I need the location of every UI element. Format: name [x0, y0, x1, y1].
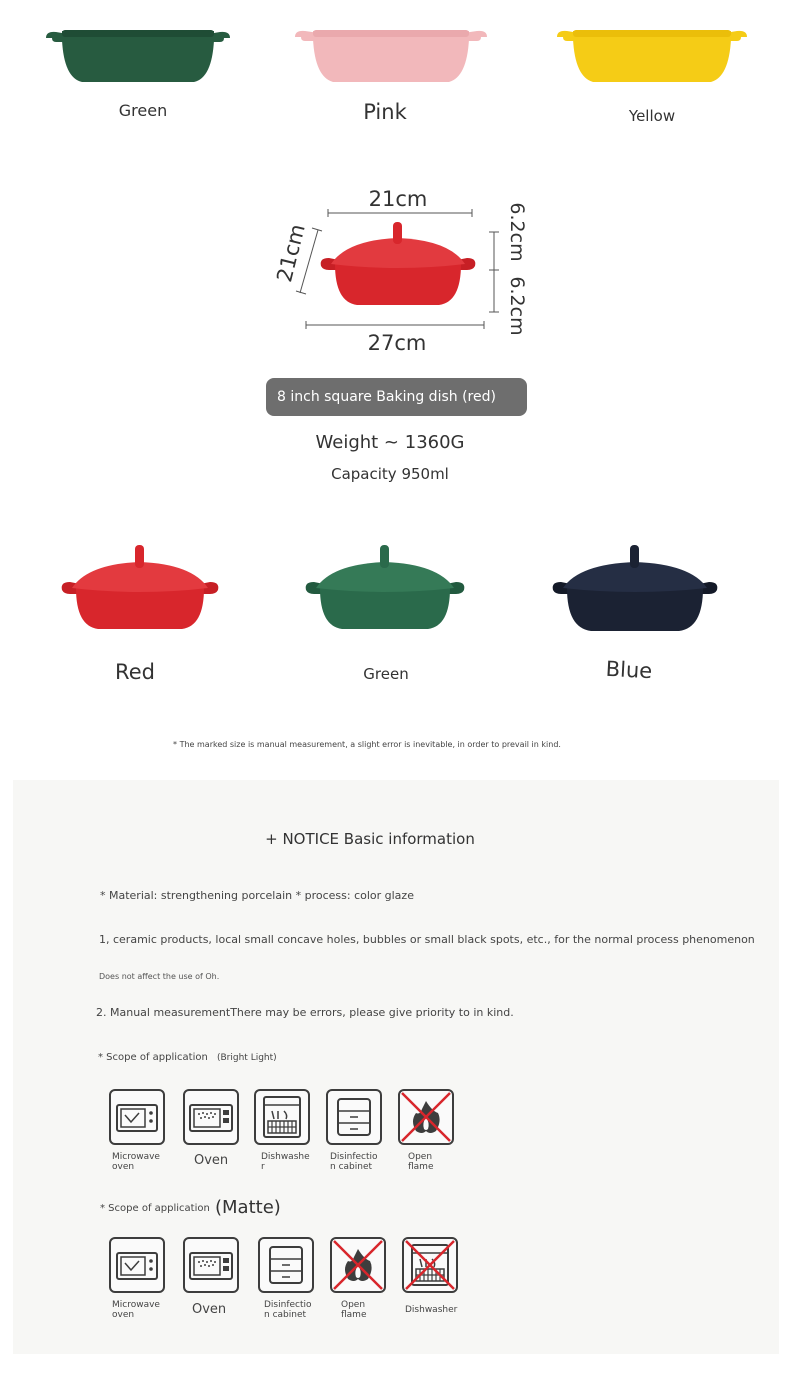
dim-top-width: 21cm — [368, 187, 428, 211]
dim-height-lower: 6.2cm — [506, 276, 528, 336]
notice-line-1: 1, ceramic products, local small concave holes, bubbles or small black spots, etc., for the normal process phenomenon — [99, 933, 755, 946]
oven-caption: Oven — [194, 1153, 229, 1168]
green-label: Green — [118, 101, 168, 120]
open-flame-icon — [398, 1089, 454, 1145]
oven-icon — [183, 1089, 239, 1145]
green-dish-image — [44, 26, 232, 88]
scope-matte-suffix: (Matte) — [215, 1197, 281, 1218]
dishwasher-icon — [254, 1089, 310, 1145]
open-flame-caption: Open flame — [341, 1300, 367, 1320]
blue-lidded-dish-image — [549, 542, 721, 636]
size-disclaimer: * The marked size is manual measurement, a slight error is inevitable, in order to prevail in kind. — [173, 740, 561, 749]
dishwasher-caption: Dishwasher — [405, 1305, 458, 1315]
dim-bottom-width: 27cm — [367, 331, 427, 355]
pink-dish-image — [293, 27, 489, 87]
dishwasher-icon — [402, 1237, 458, 1293]
disinfection-caption: Disinfectio n cabinet — [330, 1152, 378, 1172]
product-name-badge: 8 inch square Baking dish (red) — [266, 378, 527, 416]
yellow-label: Yellow — [628, 107, 676, 125]
product-weight: Weight ~ 1360G — [315, 432, 465, 453]
yellow-dish-image — [555, 27, 749, 87]
blue-label: Blue — [605, 656, 653, 684]
scope-bright-suffix: (Bright Light) — [217, 1053, 277, 1063]
microwave-caption: Microwave oven — [112, 1300, 160, 1320]
scope-matte-prefix: * Scope of application — [100, 1203, 210, 1214]
disinfection-cabinet-icon — [258, 1237, 314, 1293]
dim-height-upper: 6.2cm — [506, 202, 528, 262]
oven-icon — [183, 1237, 239, 1293]
microwave-icon — [109, 1089, 165, 1145]
notice-line-2: 2. Manual measurementThere may be errors, please give priority to in kind. — [96, 1006, 514, 1019]
open-flame-caption: Open flame — [408, 1152, 434, 1172]
microwave-caption: Microwave oven — [112, 1152, 160, 1172]
oven-caption: Oven — [192, 1302, 227, 1317]
microwave-icon — [109, 1237, 165, 1293]
red-label: Red — [115, 660, 155, 684]
red-lidded-dish-image — [317, 220, 479, 310]
dishwasher-caption: Dishwashe r — [261, 1152, 310, 1172]
red-lidded-dish-image — [58, 542, 222, 634]
green-lidded-dish-image — [302, 542, 468, 634]
disinfection-caption: Disinfectio n cabinet — [264, 1300, 312, 1320]
notice-title: + NOTICE Basic information — [265, 830, 475, 848]
notice-line-1b: Does not affect the use of Oh. — [99, 972, 220, 981]
disinfection-cabinet-icon — [326, 1089, 382, 1145]
scope-bright-prefix: * Scope of application — [98, 1052, 208, 1063]
material-text: * Material: strengthening porcelain * process: color glaze — [100, 889, 414, 902]
product-capacity: Capacity 950ml — [331, 465, 449, 483]
green-lid-label: Green — [363, 665, 409, 683]
pink-label: Pink — [363, 100, 407, 124]
dim-depth: 21cm — [272, 221, 310, 285]
open-flame-icon — [330, 1237, 386, 1293]
